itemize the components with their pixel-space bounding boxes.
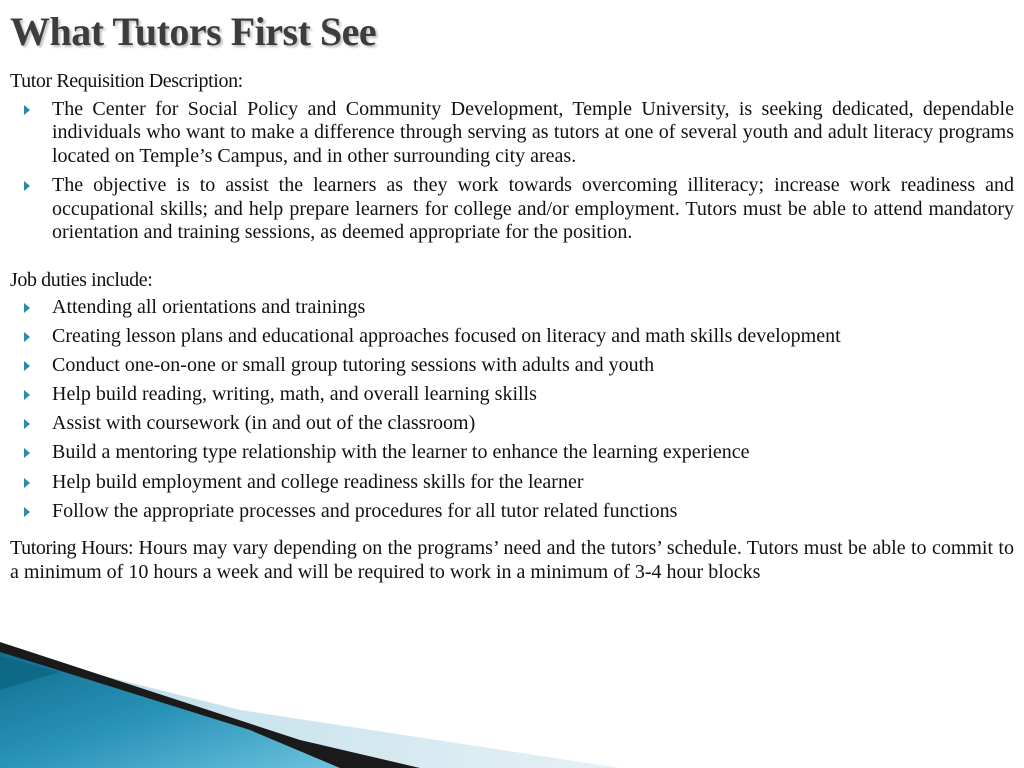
list-item	[10, 441, 1014, 465]
triangle-bullet-icon	[24, 361, 30, 371]
tutoring-hours-text: Hours may vary depending on the programs’ need and the tutors’ schedule. Tutors must be able to commit to a minimum of 10 hours a week and will be required to work in a minimum of 3-4 hour blocks	[10, 537, 1014, 583]
list-item	[10, 412, 1014, 436]
requisition-text: The Center for Social Policy and Community Development, Temple University, is seeking dedicated, dependable individuals who want to make a difference through serving as tutors at one of several youth and adult literacy programs located on Temple’s Campus, and in other surrounding city areas.	[52, 97, 1014, 167]
slide-content	[10, 70, 1014, 584]
triangle-bullet-icon	[24, 507, 30, 517]
duty-text: Help build employment and college readiness skills for the learner	[52, 470, 584, 493]
list-item	[10, 383, 1014, 407]
list-item	[10, 354, 1014, 378]
duties-list	[10, 296, 1014, 523]
list-item	[10, 500, 1014, 524]
requisition-text: The objective is to assist the learners as they work towards overcoming illiteracy; increase work readiness and occupational skills; and help prepare learners for college and/or employment. Tutors must be able to attend mandatory orientation and training sessions, as deemed appropriate for the position.	[52, 174, 1014, 243]
duty-text: Build a mentoring type relationship with the learner to enhance the learning experience	[52, 441, 750, 464]
duty-text: Follow the appropriate processes and procedures for all tutor related functions	[52, 499, 678, 522]
triangle-bullet-icon	[24, 419, 30, 429]
triangle-bullet-icon	[24, 478, 30, 488]
list-item	[10, 98, 1014, 169]
triangle-bullet-icon	[24, 105, 30, 115]
duty-text: Conduct one-on-one or small group tutoring sessions with adults and youth	[52, 354, 655, 377]
triangle-bullet-icon	[24, 303, 30, 313]
duty-text: Creating lesson plans and educational approaches focused on literacy and math skills development	[52, 325, 841, 348]
duty-text: Assist with coursework (in and out of the classroom)	[52, 412, 476, 435]
duty-text: Attending all orientations and trainings	[52, 296, 366, 318]
duties-heading: Job duties include:	[10, 268, 153, 291]
list-item	[10, 325, 1014, 349]
requisition-list	[10, 98, 1014, 245]
tutoring-hours-paragraph	[10, 537, 1014, 584]
wave-decoration-graphic	[0, 600, 620, 768]
triangle-bullet-icon	[24, 448, 30, 458]
list-item	[10, 471, 1014, 495]
requisition-heading: Tutor Requisition Description:	[10, 70, 243, 92]
triangle-bullet-icon	[24, 332, 30, 342]
list-item	[10, 296, 1014, 320]
triangle-bullet-icon	[24, 181, 30, 191]
duty-text: Help build reading, writing, math, and overall learning skills	[52, 383, 537, 406]
tutoring-hours-label: Tutoring Hours:	[10, 537, 134, 560]
list-item	[10, 174, 1014, 245]
triangle-bullet-icon	[24, 390, 30, 400]
slide-title: What Tutors First See	[10, 9, 377, 54]
